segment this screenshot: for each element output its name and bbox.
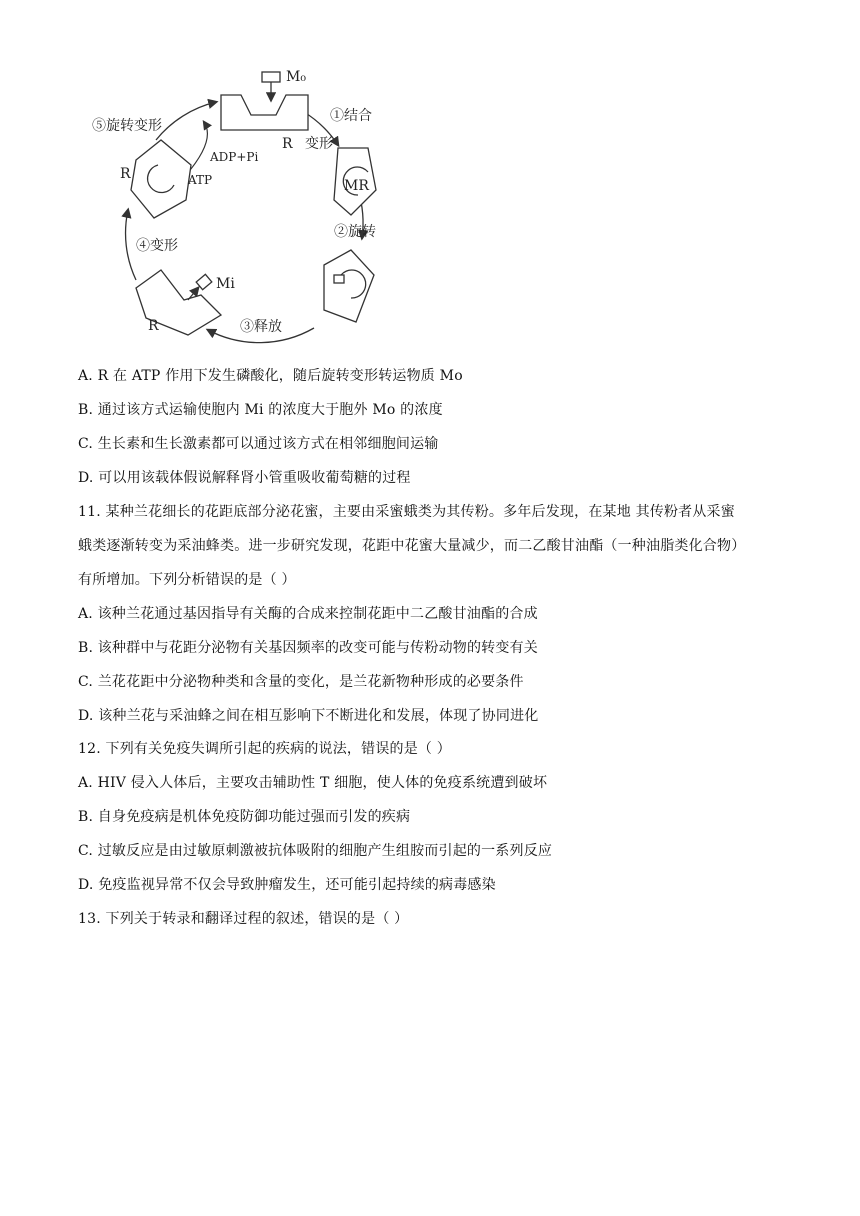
carrier-left [131,140,191,218]
q11-option-c: C. 兰花花距中分泌物种类和含量的变化，是兰花新物种形成的必要条件 [78,674,524,690]
q12-stem: 12. 下列有关免疫失调所引起的疾病的说法，错误的是（ ） [78,741,451,757]
label-r-left: R [120,166,131,182]
label-step2: ②旋转 [334,224,376,240]
q12-option-a: A. HIV 侵入人体后，主要攻击辅助性 T 细胞，使人体的免疫系统遭到破坏 [78,775,548,791]
label-step5: ⑤旋转变形 [92,118,162,134]
label-step1: ①结合 [330,108,372,124]
q12-option-c: C. 过敏反应是由过敏原刺激被抗体吸附的细胞产生组胺而引起的一系列反应 [78,843,553,859]
q10-option-b: B. 通过该方式运输使胞内 Mi 的浓度大于胞外 Mo 的浓度 [78,402,443,418]
q10-option-a: A. R 在 ATP 作用下发生磷酸化，随后旋转变形转运物质 Mo [78,368,463,384]
q11-option-d: D. 该种兰花与采油蜂之间在相互影响下不断进化和发展，体现了协同进化 [78,708,539,724]
label-step3: ③释放 [240,319,282,335]
q11-stem-line-2: 蛾类逐渐转变为采油蜂类。进一步研究发现，花距中花蜜大量减少，而二乙酸甘油酯（一种油脂类化合物） [78,538,746,554]
carrier-cycle-diagram [76,60,406,345]
label-atp: ATP [188,173,213,187]
q11-option-b: B. 该种群中与花距分泌物有关基因频率的改变可能与传粉动物的转变有关 [78,640,538,656]
label-r-top: R [282,136,293,152]
q10-option-d: D. 可以用该载体假说解释肾小管重吸收葡萄糖的过程 [78,470,411,486]
label-m0: M₀ [286,69,306,85]
label-r-bottom: R [148,318,159,334]
carrier-rotated [324,250,374,322]
q10-option-c: C. 生长素和生长激素都可以通过该方式在相邻细胞间运输 [78,436,439,452]
label-mr: MR [344,178,369,194]
q12-option-b: B. 自身免疫病是机体免疫防御功能过强而引发的疾病 [78,809,411,825]
q12-option-d: D. 免疫监视异常不仅会导致肿瘤发生，还可能引起持续的病毒感染 [78,877,496,893]
q11-option-a: A. 该种兰花通过基因指导有关酶的合成来控制花距中二乙酸甘油酯的合成 [78,606,538,622]
label-bianxing: 变形 [305,136,333,152]
q13-stem: 13. 下列关于转录和翻译过程的叙述，错误的是（ ） [78,911,409,927]
label-adp-pi: ADP+Pi [210,150,259,164]
label-mi: Mi [216,276,235,292]
q11-stem-line-3: 有所增加。下列分析错误的是（ ） [78,572,296,588]
label-step4: ④变形 [136,238,178,254]
q11-stem-line-1: 11. 某种兰花细长的花距底部分泌花蜜，主要由采蜜蛾类为其传粉。多年后发现，在某地 其传粉者从采蜜 [78,504,735,520]
